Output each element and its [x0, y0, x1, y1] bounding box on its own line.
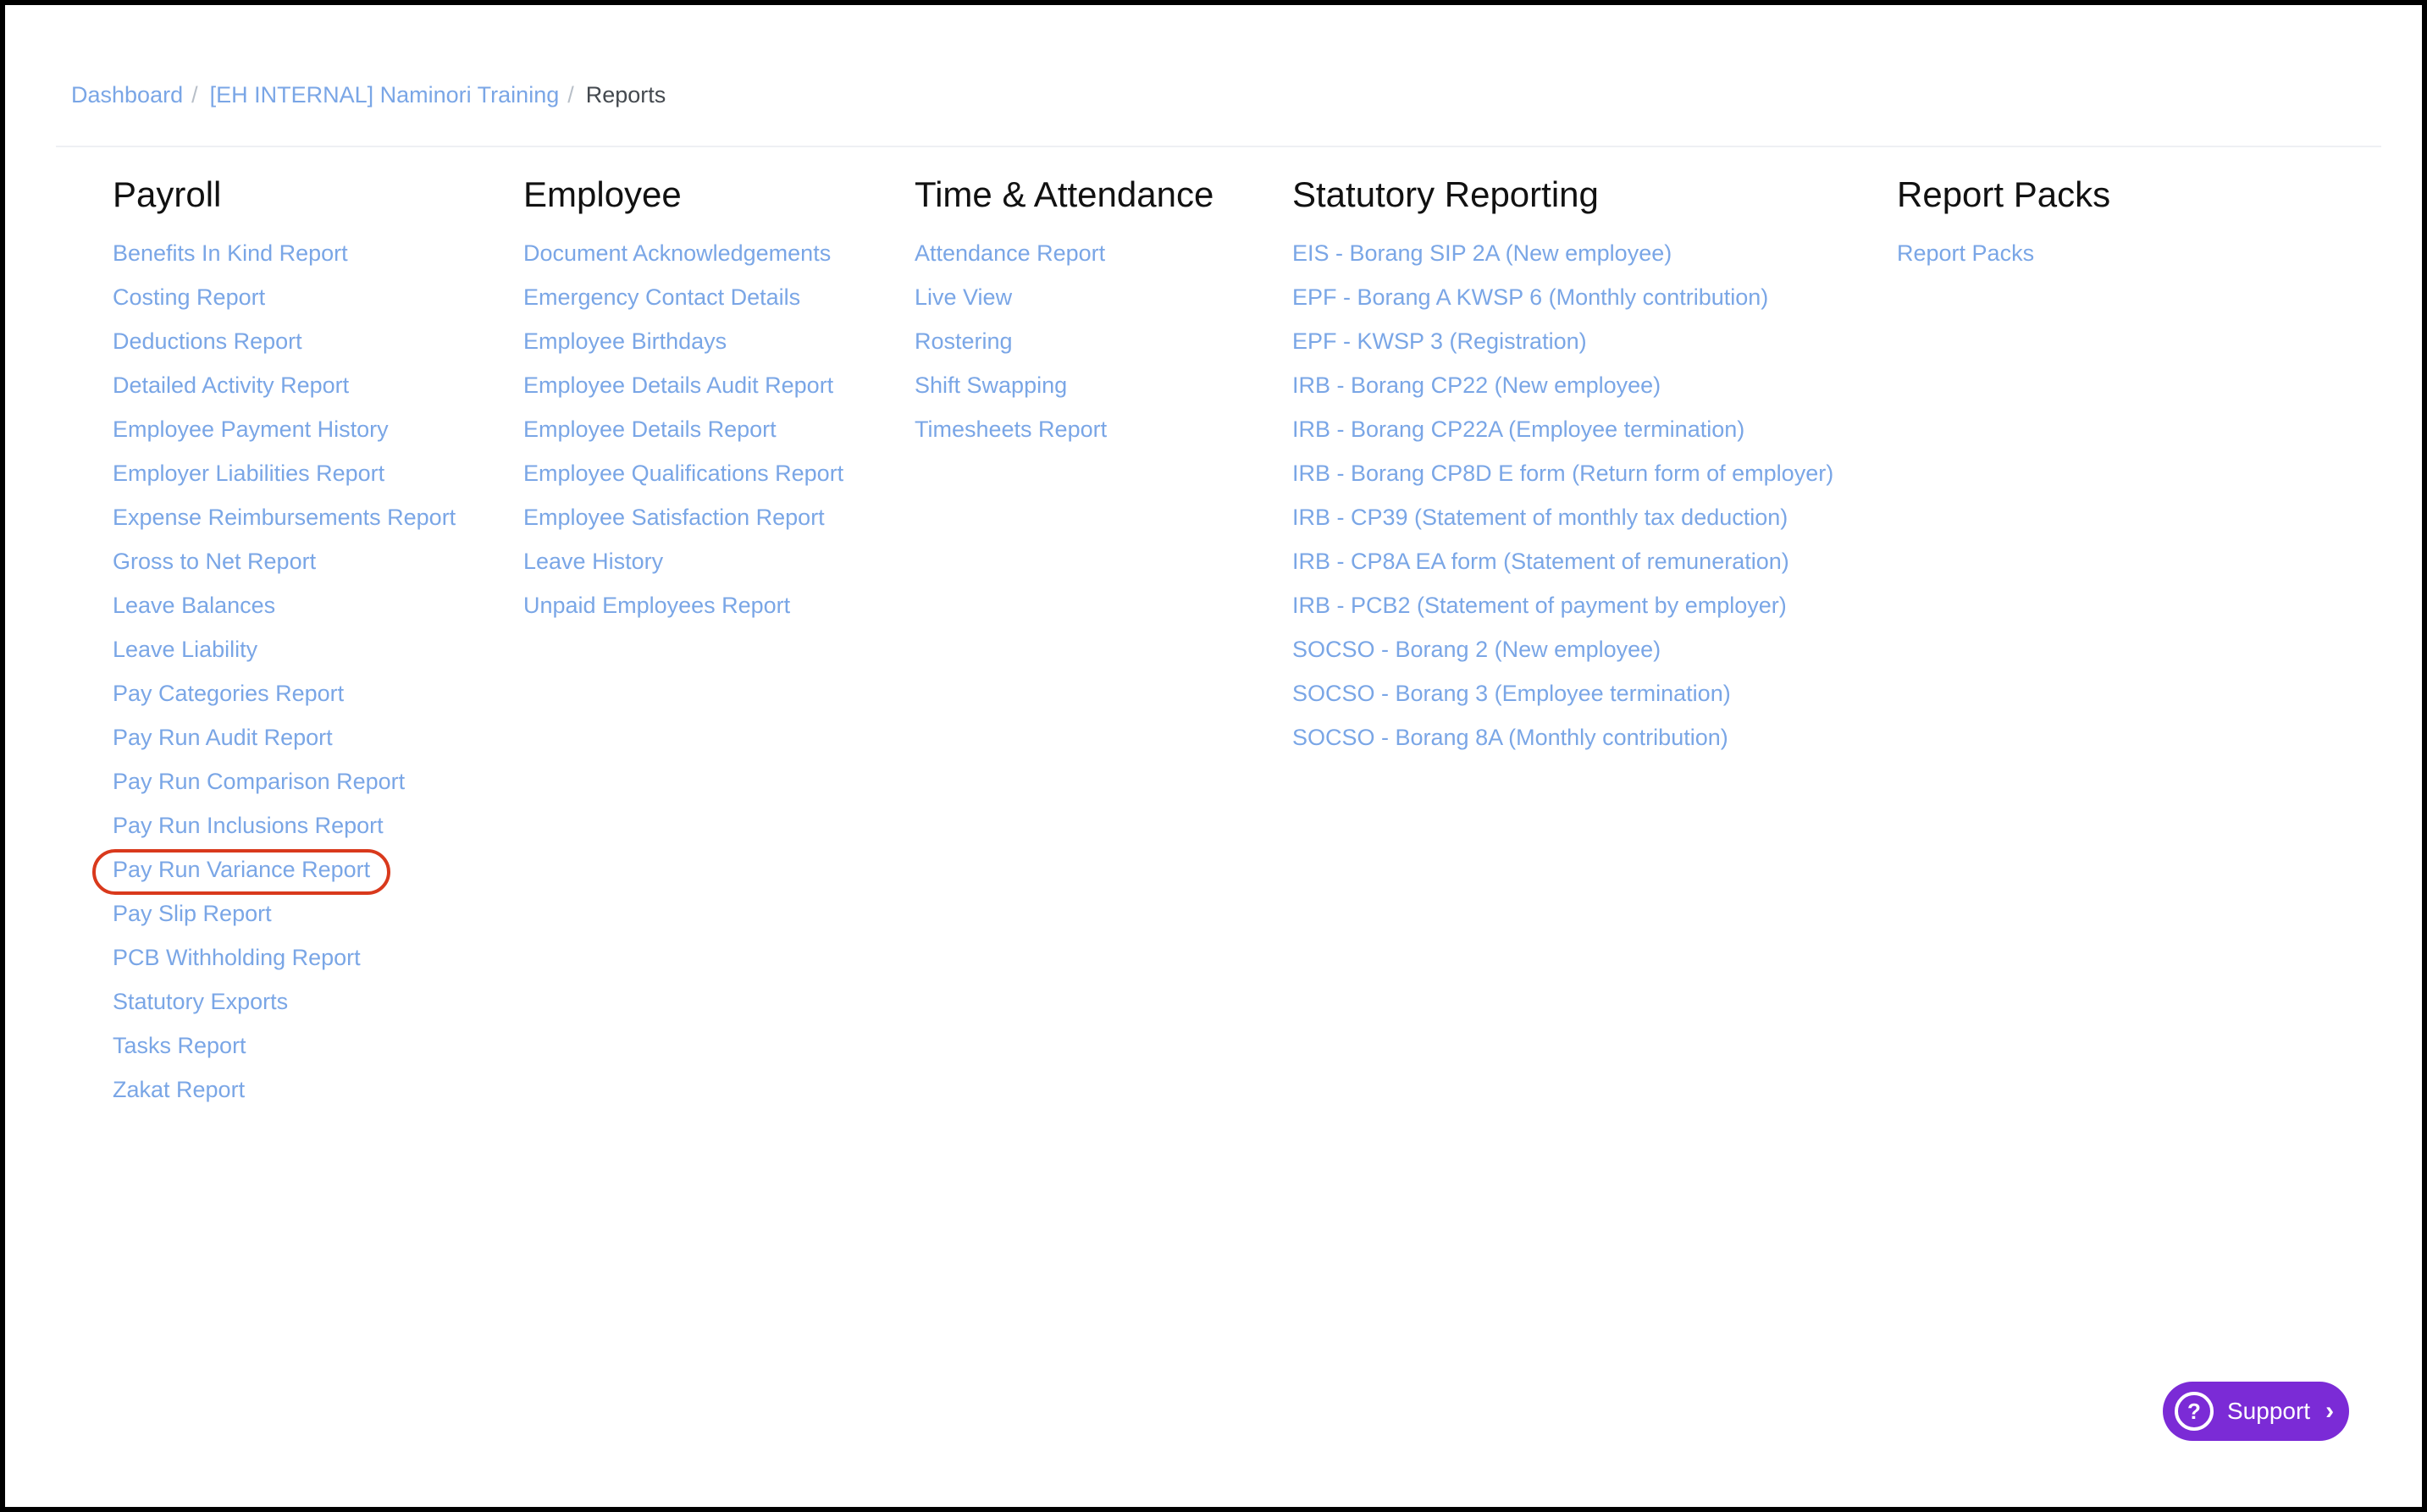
- report-link[interactable]: SOCSO - Borang 2 (New employee): [1292, 637, 1661, 662]
- report-link[interactable]: Expense Reimbursements Report: [113, 505, 456, 530]
- report-link[interactable]: PCB Withholding Report: [113, 945, 361, 970]
- employee-column: [523, 173, 843, 638]
- payroll-column: [113, 173, 456, 1123]
- time-attendance-column: [915, 173, 1214, 462]
- report-link[interactable]: EIS - Borang SIP 2A (New employee): [1292, 240, 1672, 266]
- report-link[interactable]: Pay Categories Report: [113, 681, 345, 706]
- report-link[interactable]: Leave Balances: [113, 593, 276, 618]
- chevron-right-icon: ›: [2325, 1397, 2335, 1425]
- payroll-report-list: [113, 242, 456, 1123]
- report-link[interactable]: Employer Liabilities Report: [113, 461, 385, 486]
- time-attendance-heading: Time & Attendance: [915, 174, 1214, 214]
- report-link[interactable]: Employee Qualifications Report: [523, 461, 844, 486]
- report-link[interactable]: Shift Swapping: [915, 372, 1068, 398]
- report-link[interactable]: Zakat Report: [113, 1077, 246, 1102]
- report-packs-list: [1897, 242, 2110, 286]
- report-link[interactable]: IRB - Borang CP8D E form (Return form of employer): [1292, 461, 1834, 486]
- pay-run-variance-report-link[interactable]: Pay Run Variance Report: [113, 858, 456, 902]
- header-divider: [56, 146, 2381, 147]
- report-link[interactable]: Deductions Report: [113, 328, 302, 354]
- breadcrumb-dashboard-link[interactable]: Dashboard: [71, 81, 184, 108]
- report-link[interactable]: Benefits In Kind Report: [113, 240, 348, 266]
- report-link[interactable]: IRB - PCB2 (Statement of payment by employer): [1292, 593, 1787, 618]
- report-link[interactable]: Pay Run Audit Report: [113, 725, 333, 750]
- statutory-reporting-column: [1292, 173, 1833, 770]
- payroll-heading: Payroll: [113, 174, 222, 214]
- breadcrumb-current-page: Reports: [585, 81, 666, 108]
- breadcrumb-separator: /: [191, 81, 198, 108]
- time-attendance-report-list: [915, 242, 1214, 462]
- report-link[interactable]: Attendance Report: [915, 240, 1106, 266]
- report-link[interactable]: Statutory Exports: [113, 989, 289, 1014]
- report-link[interactable]: Live View: [915, 284, 1013, 310]
- report-link[interactable]: Employee Payment History: [113, 417, 389, 442]
- report-link[interactable]: Tasks Report: [113, 1033, 246, 1058]
- question-circle-icon: ?: [2175, 1392, 2214, 1431]
- report-link[interactable]: Employee Details Report: [523, 417, 777, 442]
- report-link[interactable]: SOCSO - Borang 3 (Employee termination): [1292, 681, 1731, 706]
- report-link[interactable]: Employee Birthdays: [523, 328, 727, 354]
- employee-heading: Employee: [523, 174, 682, 214]
- report-link[interactable]: Emergency Contact Details: [523, 284, 801, 310]
- report-link[interactable]: EPF - KWSP 3 (Registration): [1292, 328, 1587, 354]
- report-link[interactable]: IRB - Borang CP22A (Employee termination): [1292, 417, 1745, 442]
- report-link[interactable]: Pay Slip Report: [113, 901, 272, 926]
- report-link[interactable]: Leave History: [523, 549, 664, 574]
- report-link[interactable]: SOCSO - Borang 8A (Monthly contribution): [1292, 725, 1728, 750]
- employee-report-list: [523, 242, 843, 638]
- report-link[interactable]: Document Acknowledgements: [523, 240, 832, 266]
- report-link[interactable]: Rostering: [915, 328, 1013, 354]
- report-link[interactable]: IRB - CP8A EA form (Statement of remuneration): [1292, 549, 1789, 574]
- report-packs-heading: Report Packs: [1897, 174, 2111, 214]
- support-label: Support: [2227, 1398, 2311, 1424]
- statutory-reporting-heading: Statutory Reporting: [1292, 174, 1599, 214]
- report-link[interactable]: Gross to Net Report: [113, 549, 317, 574]
- report-link[interactable]: Costing Report: [113, 284, 266, 310]
- breadcrumb-separator: /: [567, 81, 574, 108]
- breadcrumb: [71, 80, 666, 110]
- report-link[interactable]: Detailed Activity Report: [113, 372, 350, 398]
- report-link[interactable]: Pay Run Inclusions Report: [113, 813, 384, 838]
- report-link[interactable]: Leave Liability: [113, 637, 258, 662]
- statutory-report-list: [1292, 242, 1833, 770]
- report-link[interactable]: IRB - CP39 (Statement of monthly tax deduction): [1292, 505, 1788, 530]
- report-packs-column: [1897, 173, 2110, 286]
- report-link[interactable]: Unpaid Employees Report: [523, 593, 791, 618]
- report-link[interactable]: Employee Details Audit Report: [523, 372, 834, 398]
- report-link[interactable]: Report Packs: [1897, 240, 2035, 266]
- breadcrumb-business-link[interactable]: [EH INTERNAL] Naminori Training: [209, 81, 560, 108]
- report-link[interactable]: Pay Run Comparison Report: [113, 769, 406, 794]
- report-link[interactable]: Timesheets Report: [915, 417, 1108, 442]
- report-link[interactable]: Employee Satisfaction Report: [523, 505, 825, 530]
- support-button[interactable]: [2163, 1382, 2349, 1441]
- report-link[interactable]: IRB - Borang CP22 (New employee): [1292, 372, 1661, 398]
- report-link[interactable]: EPF - Borang A KWSP 6 (Monthly contribution): [1292, 284, 1769, 310]
